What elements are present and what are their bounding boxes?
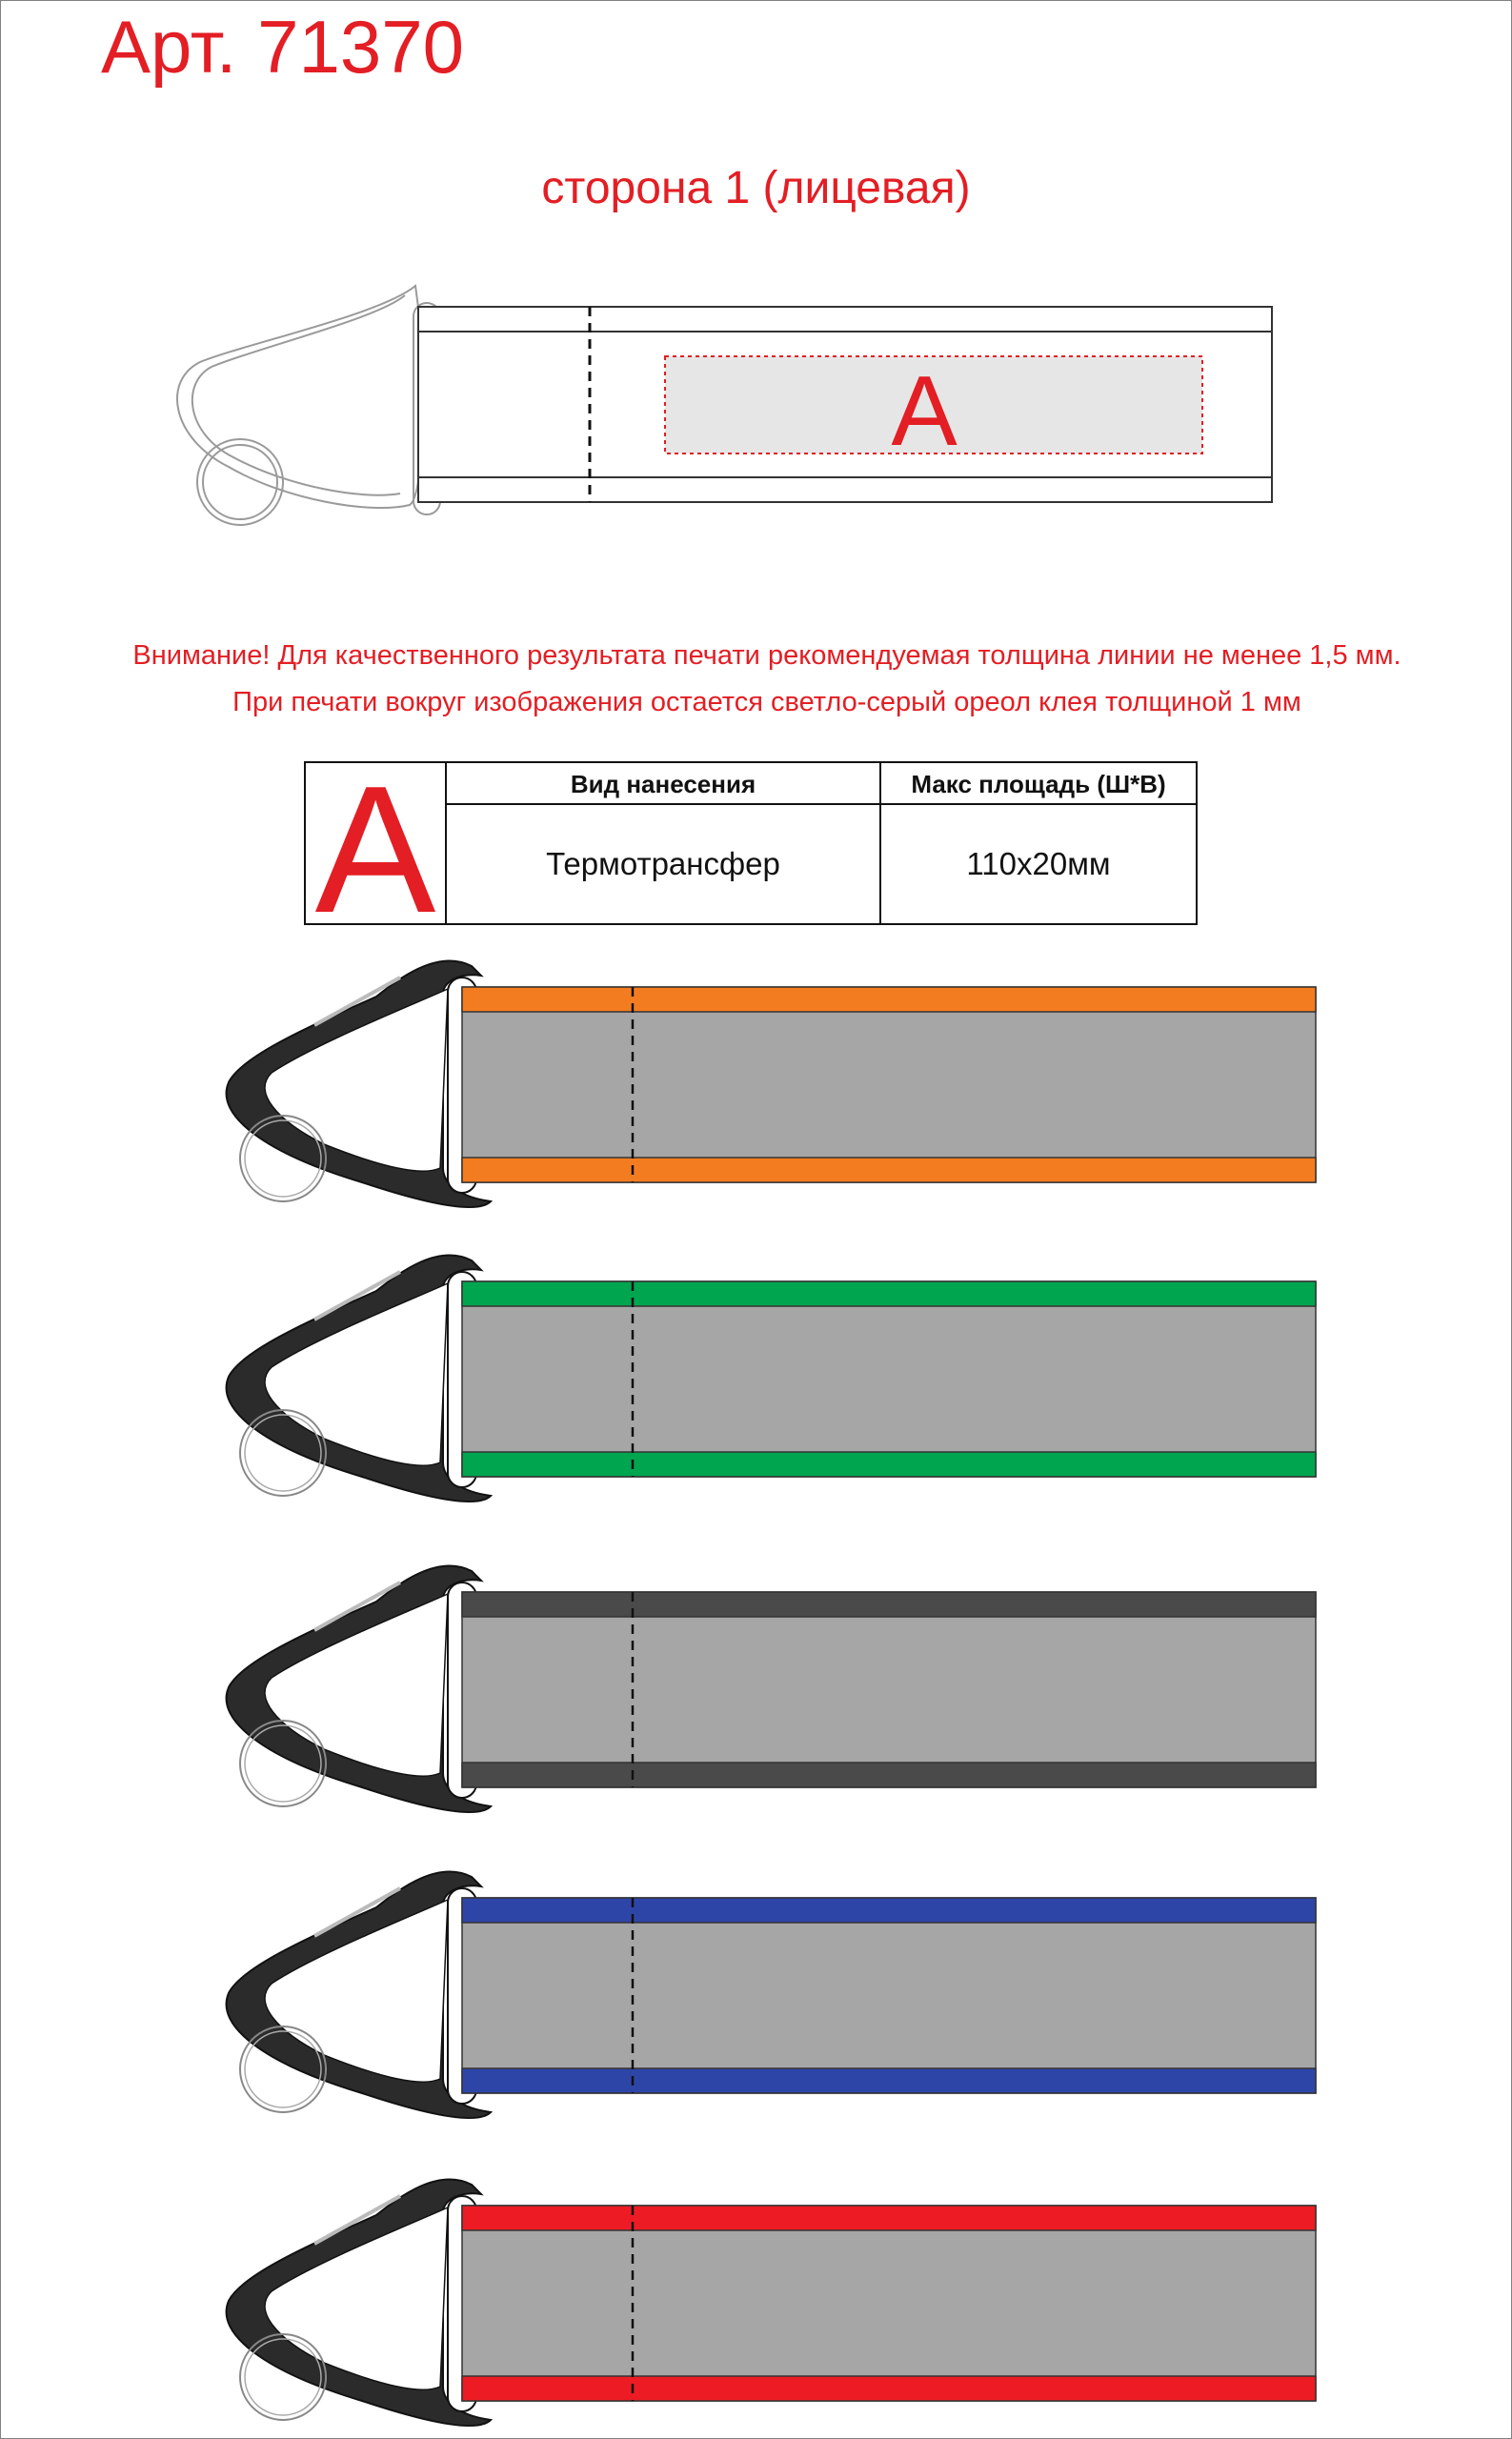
lanyard-variant-1 [227, 960, 1316, 1207]
lanyard-variant-3 [227, 1565, 1316, 1812]
area-value: 110x20мм [966, 846, 1111, 881]
strap-edge-top [462, 1592, 1316, 1617]
print-area-letter: A [891, 356, 958, 467]
strap-body [462, 1281, 1316, 1477]
strap-body [462, 1592, 1316, 1787]
strap-edge-top [462, 1281, 1316, 1306]
notice-line-2: При печати вокруг изображения остается светло-серый ореол клея толщиной 1 мм [232, 687, 1301, 717]
strap-edge-bottom [462, 1452, 1316, 1477]
method-value: Термотрансфер [546, 846, 780, 881]
article-title: Арт. 71370 [101, 5, 465, 89]
table-letter: A [314, 749, 436, 951]
strap-edge-top [462, 1898, 1316, 1923]
strap-body [462, 2206, 1316, 2401]
strap-body [462, 1898, 1316, 2093]
lanyard-variant-2 [227, 1255, 1316, 1502]
strap-edge-top [462, 987, 1316, 1012]
strap-edge-top [462, 2206, 1316, 2230]
side-label: сторона 1 (лицевая) [541, 163, 971, 213]
lanyard-variant-4 [227, 1871, 1316, 2118]
strap-edge-bottom [462, 2376, 1316, 2401]
notice-line-1: Внимание! Для качественного результата печати рекомендуемая толщина линии не менее 1,5 мм. [132, 640, 1401, 671]
strap-edge-bottom [462, 2068, 1316, 2093]
strap-edge-bottom [462, 1158, 1316, 1182]
area-header: Макс площадь (Ш*В) [881, 763, 1196, 805]
lanyard-variant-5 [227, 2179, 1316, 2426]
strap-body [462, 987, 1316, 1182]
method-header: Вид нанесения [447, 763, 879, 805]
strap-edge-bottom [462, 1763, 1316, 1787]
